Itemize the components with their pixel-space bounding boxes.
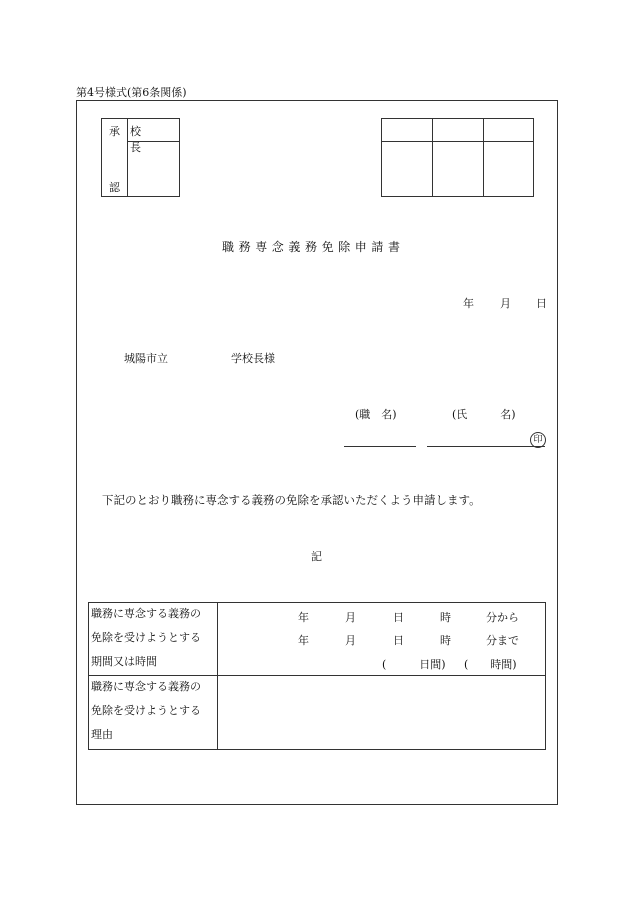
to-day: 日 (393, 634, 404, 647)
reason-label-line-3: 理由 (91, 728, 113, 741)
date-year: 年 (463, 297, 474, 310)
period-label-line-3: 期間又は時間 (91, 655, 157, 668)
seal-mark: 印 (530, 432, 546, 448)
from-minute: 分から (486, 611, 519, 624)
stamp-grid (381, 118, 534, 197)
reason-label-line-1: 職務に専念する義務の (91, 680, 201, 693)
addressee-principal: 学校長様 (231, 352, 275, 365)
to-hour: 時 (440, 634, 451, 647)
position-underline (344, 446, 416, 447)
to-month: 月 (345, 634, 356, 647)
ki-heading: 記 (311, 550, 322, 563)
total-days: ( 日間) (382, 658, 446, 671)
from-month: 月 (345, 611, 356, 624)
period-label-line-1: 職務に専念する義務の (91, 607, 201, 620)
period-label-line-2: 免除を受けようとする (91, 631, 201, 644)
reason-label-cell (89, 676, 218, 750)
to-year: 年 (298, 634, 309, 647)
reason-label-line-2: 免除を受けようとする (91, 704, 201, 717)
addressee-city: 城陽市立 (124, 352, 168, 365)
approval-char-top: 承 (109, 125, 120, 138)
position-label: (職 名) (355, 408, 397, 421)
period-label-cell (89, 603, 218, 676)
details-table (88, 602, 546, 750)
from-hour: 時 (440, 611, 451, 624)
reason-value-cell[interactable] (218, 676, 546, 750)
name-label: (氏 名) (452, 408, 516, 421)
name-underline (427, 446, 545, 447)
date-day: 日 (536, 297, 547, 310)
principal-header: 校長 (130, 125, 159, 154)
form-number-label: 第4号様式(第6条関係) (76, 86, 187, 99)
date-month: 月 (500, 297, 511, 310)
period-value-cell (218, 603, 546, 676)
principal-approval-box (101, 118, 180, 197)
request-statement: 下記のとおり職務に専念する義務の免除を承認いただくよう申請します。 (102, 493, 481, 507)
total-hours: ( 時間) (464, 658, 517, 671)
document-title: 職務専念義務免除申請書 (222, 240, 405, 254)
approval-char-bottom: 認 (109, 181, 120, 194)
from-year: 年 (298, 611, 309, 624)
to-minute: 分まで (486, 634, 519, 647)
from-day: 日 (393, 611, 404, 624)
